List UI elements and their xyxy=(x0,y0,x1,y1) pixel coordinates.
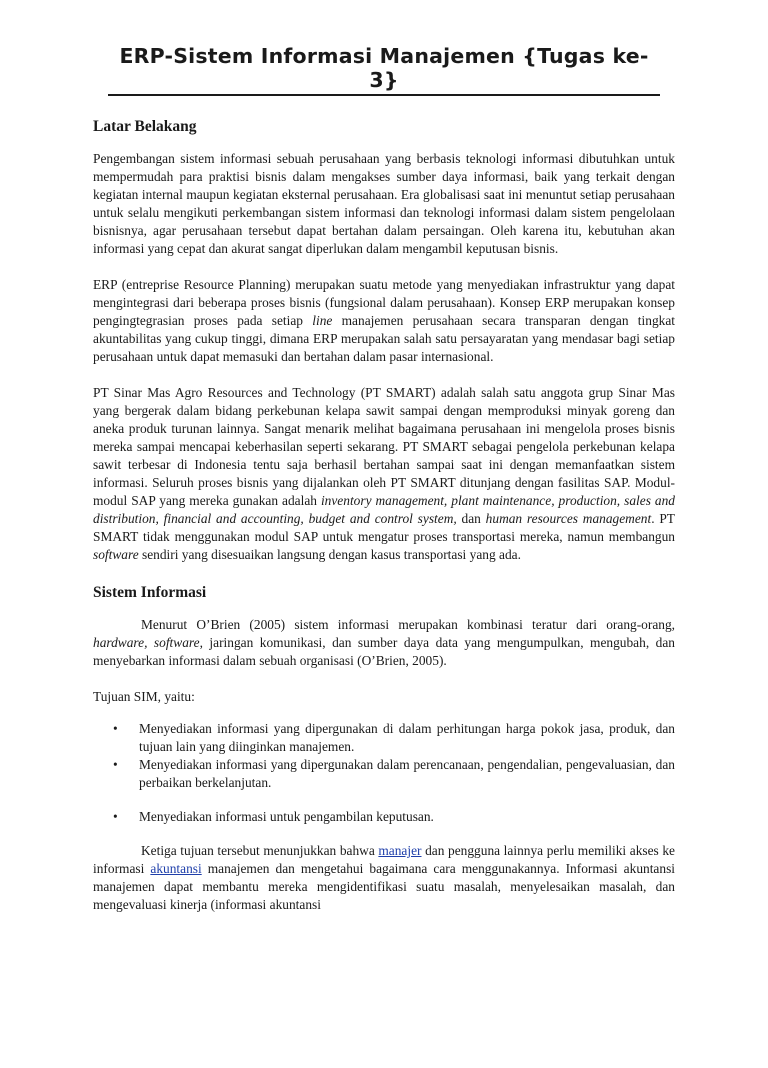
document-page xyxy=(0,44,768,1068)
bullet-list xyxy=(93,808,675,826)
text-run: sendiri yang disesuaikan langsung dengan kasus transportasi yang ada. xyxy=(138,547,521,562)
text-run: , jaringan komunikasi, dan sumber daya data yang mengumpulkan, mengubah, dan menyebarkan informasi dalam sebuah organisasi (O’Brien, 2005). xyxy=(93,635,675,668)
list-item: • Menyediakan informasi yang dipergunakan dalam perencanaan, pengendalian, pengevaluasian, dan perbaikan berkelanjutan. xyxy=(93,756,675,792)
italic-run: human resources management xyxy=(485,511,652,526)
italic-run: software xyxy=(93,547,139,562)
text-run: . PT SMART tidak menggunakan modul SAP untuk mengatur proses transportasi mereka, namun membangun xyxy=(93,511,675,544)
paragraph-4 xyxy=(93,616,675,670)
document-title: ERP-Sistem Informasi Manajemen {Tugas ke-3} xyxy=(108,44,660,96)
bullet-list xyxy=(93,720,675,792)
section-heading-latar-belakang: Latar Belakang xyxy=(93,118,197,135)
paragraph-1: Pengembangan sistem informasi sebuah perusahaan yang berbasis teknologi informasi dibutuhkan untuk mempermudah para praktisi bisnis dalam mengakses sumber daya informasi, baik yang terkait dengan kegiatan internal maupun kegiatan eksternal perusahaan. Era globalisasi saat ini menuntut setiap perusahaan untuk selalu mengikuti perkembangan sistem informasi dan teknologi informasi dalam sistem pengelolaan bisnisnya, agar perusahaan tersebut dapat bertahan dalam persaingan. Oleh karena itu, kebutuhan akan informasi yang cepat dan akurat sangat diperlukan dalam mengambil keputusan bisnis. xyxy=(93,151,675,256)
list-item: • Menyediakan informasi untuk pengambilan keputusan. xyxy=(93,808,675,826)
text-run: ERP (entreprise Resource Planning) merupakan suatu metode yang menyediakan infrastruktur yang dapat mengintegrasi dari beberapa proses bisnis (fungsional dalam perusahaan). Konsep ERP merupakan konsep pengingtegrasian proses pada setiap xyxy=(93,277,675,328)
text-run: Ketiga tujuan tersebut menunjukkan bahwa xyxy=(141,843,379,858)
text-run: manajemen perusahaan secara transparan dengan tingkat akuntabilitas yang cukup tinggi, dimana ERP merupakan salah satu persayaratan yang mendasar bagi setiap perusahaan untuk dapat memasuki dan bertahan dalam pasar internasional. xyxy=(93,313,675,364)
paragraph-2 xyxy=(93,276,675,366)
text-run: PT Sinar Mas Agro Resources and Technology (PT SMART) adalah salah satu anggota grup Sinar Mas yang bergerak dalam bidang perkebunan kelapa sawit sampai dengan memproduksi minyak goreng dan aneka produk turunan lainnya. Sangat menarik melihat bagaimana perusahaan ini mengelola proses bisnis mereka sampai mencapai keberhasilan seperti sekarang. PT SMART sebagai pengelola perkebunan kelapa sawit terbesar di Indonesia tentu saja berhasil bertahan sampai saat ini dengan memanfaatkan sistem informasi. Seluruh proses bisnis yang dijalankan oleh PT SMART ditunjang dengan fasilitas SAP. Modul-modul SAP yang mereka gunakan adalah xyxy=(93,385,675,508)
text-run: dan pengguna lainnya perlu memiliki akses ke informasi xyxy=(93,843,675,876)
link-akuntansi[interactable]: akuntansi xyxy=(150,861,202,876)
text-run: dan xyxy=(456,511,486,526)
section-heading-sistem-informasi: Sistem Informasi xyxy=(93,584,207,601)
link-manajer[interactable]: manajer xyxy=(378,843,422,858)
italic-run: hardware, software xyxy=(93,635,200,650)
paragraph-6 xyxy=(93,842,675,914)
italic-run: inventory management, plant maintenance, production, sales and distribution, financial and accounting, budget and control system, xyxy=(93,493,675,526)
paragraph-5: Tujuan SIM, yaitu: xyxy=(93,689,195,704)
list-item: • Menyediakan informasi yang dipergunakan di dalam perhitungan harga pokok jasa, produk, dan tujuan lain yang diinginkan manajemen. xyxy=(93,720,675,756)
italic-run: line xyxy=(312,313,333,328)
text-run: Menurut O’Brien (2005) sistem informasi merupakan kombinasi teratur dari orang-orang, xyxy=(141,617,675,632)
paragraph-3 xyxy=(93,384,675,564)
text-run: manajemen dan mengetahui bagaimana cara menggunakannya. Informasi akuntansi manajemen dapat membantu mereka mengidentifikasi suatu masalah, menyelesaikan masalah, dan mengevaluasi kinerja (informasi akuntansi xyxy=(93,861,676,912)
